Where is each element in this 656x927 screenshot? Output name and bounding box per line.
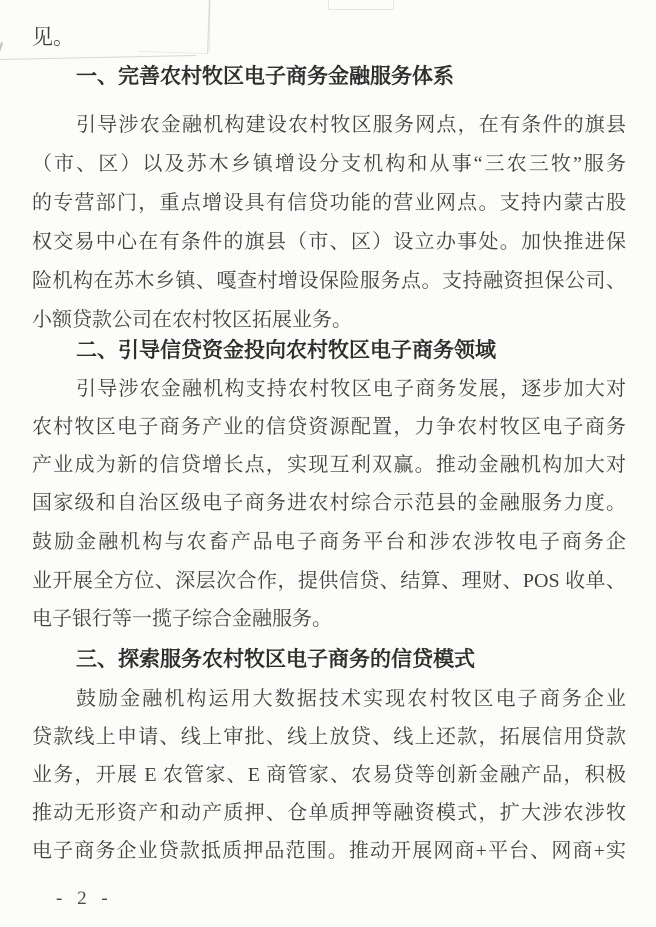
section-2-heading: 二、引导信贷资金投向农村牧区电子商务领域 [76, 339, 496, 362]
text-line: 的专营部门，重点增设具有信贷功能的营业网点。支持内蒙古股 [32, 192, 626, 214]
text-line: 推动无形资产和动产质押、仓单质押等融资模式，扩大涉农涉牧 [32, 802, 626, 824]
text-line: 业务，开展 E 农管家、E 商管家、农易贷等创新金融产品，积极 [32, 764, 626, 786]
section-3-heading: 三、探索服务农村牧区电子商务的信贷模式 [76, 648, 475, 671]
text-line: 权交易中心在有条件的旗县（市、区）设立办事处。加快推进保 [32, 231, 626, 253]
text-line: 产业成为新的信贷增长点，实现互利双赢。推动金融机构加大对 [32, 454, 626, 476]
text-line: 贷款线上申请、线上审批、线上放贷、线上还款，拓展信用贷款 [32, 726, 626, 748]
section-1-heading: 一、完善农村牧区电子商务金融服务体系 [76, 65, 454, 88]
text-line: 引导涉农金融机构建设农村牧区服务网点，在有条件的旗县 [76, 114, 626, 136]
scan-artifact [328, 0, 394, 10]
text-line: 鼓励金融机构与农畜产品电子商务平台和涉农涉牧电子商务企 [32, 531, 626, 553]
text-line: 引导涉农金融机构支持农村牧区电子商务发展，逐步加大对 [76, 378, 626, 400]
text-line: 小额贷款公司在农村牧区拓展业务。 [32, 309, 352, 331]
text-line: 险机构在苏木乡镇、嘎查村增设保险服务点。支持融资担保公司、 [32, 270, 626, 292]
scan-artifact [0, 42, 3, 62]
scan-artifact [0, 55, 196, 60]
text-line: 国家级和自治区级电子商务进农村综合示范县的金融服务力度。 [32, 492, 626, 514]
opening-line: 见。 [32, 25, 74, 49]
page-number: - 2 - [56, 888, 113, 909]
text-line: （市、区）以及苏木乡镇增设分支机构和从事“三农三牧”服务 [32, 153, 626, 175]
text-line: 电子银行等一揽子综合金融服务。 [32, 608, 332, 630]
text-line: 农村牧区电子商务产业的信贷资源配置，力争农村牧区电子商务 [32, 416, 626, 438]
text-line: 业开展全方位、深层次合作，提供信贷、结算、理财、POS 收单、 [32, 570, 626, 592]
text-line: 电子商务企业贷款抵质押品范围。推动开展网商+平台、网商+实 [32, 840, 626, 862]
text-line: 鼓励金融机构运用大数据技术实现农村牧区电子商务企业 [76, 688, 626, 710]
